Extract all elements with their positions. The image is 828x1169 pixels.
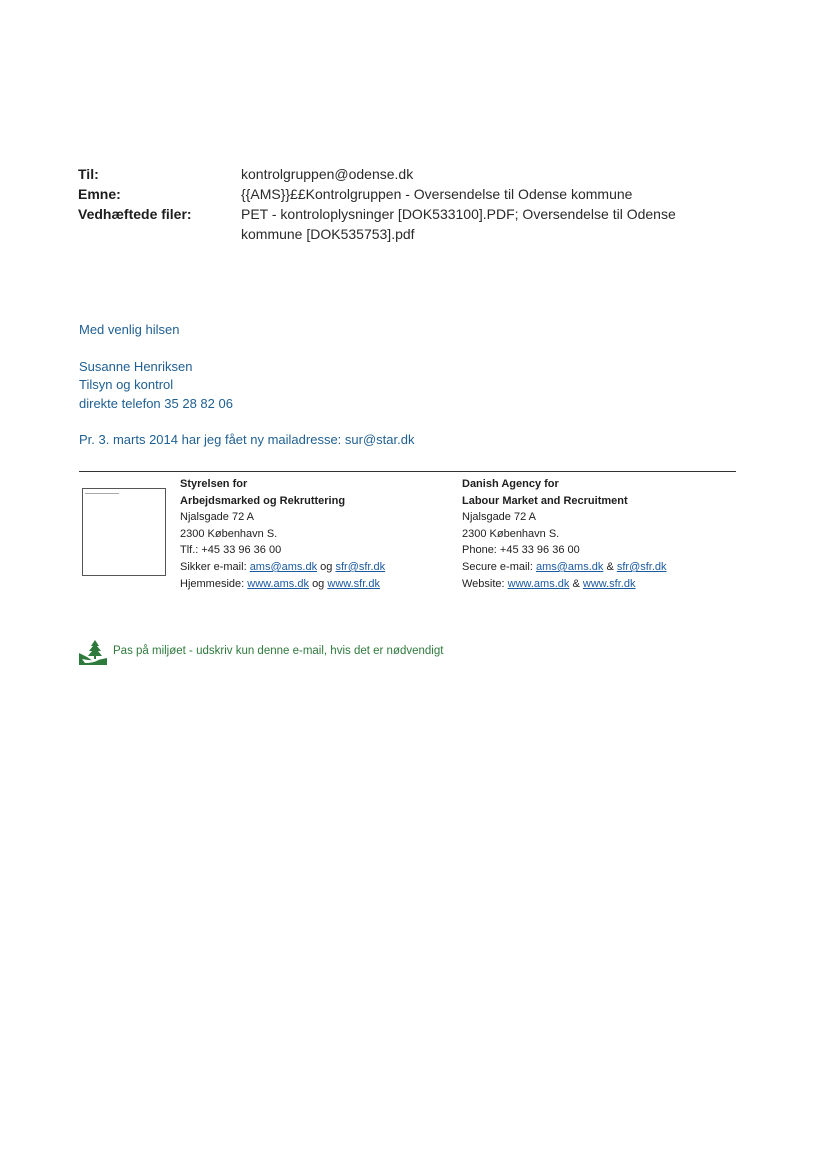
sender-phone: direkte telefon 35 28 82 06 xyxy=(79,396,233,411)
conjunction: & xyxy=(572,577,580,590)
to-label: Til: xyxy=(78,166,99,182)
website-label: Hjemmeside: xyxy=(180,577,245,590)
eco-notice: Pas på miljøet - udskriv kun denne e-mail, hvis det er nødvendigt xyxy=(113,645,444,657)
org-english xyxy=(462,476,667,592)
org-danish xyxy=(180,476,385,592)
email-link-ams[interactable]: ams@ams.dk xyxy=(535,560,604,573)
tree-icon xyxy=(79,639,107,665)
secure-email-label: Secure e-mail: xyxy=(462,560,533,573)
website-label: Website: xyxy=(462,577,505,590)
attachments-value xyxy=(241,204,721,244)
attachments-line-2: kommune [DOK535753].pdf xyxy=(241,226,415,242)
conjunction: og xyxy=(320,560,333,573)
org-english-line2: Labour Market and Recruitment xyxy=(462,494,628,507)
greeting: Med venlig hilsen xyxy=(79,322,180,337)
new-email-notice: Pr. 3. marts 2014 har jeg fået ny mailadresse: sur@star.dk xyxy=(79,432,415,447)
org-danish-line2: Arbejdsmarked og Rekruttering xyxy=(180,494,346,507)
email-link-sfr[interactable]: sfr@sfr.dk xyxy=(616,560,667,573)
org-danish-phone: Tlf.: +45 33 96 36 00 xyxy=(180,544,282,557)
attachments-line-1: PET - kontroloplysninger [DOK533100].PDF; Oversendelse til Odense xyxy=(241,206,676,222)
org-english-street: Njalsgade 72 A xyxy=(462,511,536,524)
sender-department: Tilsyn og kontrol xyxy=(79,377,174,392)
org-danish-secure-email-row xyxy=(180,559,385,576)
divider xyxy=(79,471,736,472)
agency-logo xyxy=(82,488,166,576)
org-english-secure-email-row xyxy=(462,559,667,576)
org-english-city: 2300 København S. xyxy=(462,527,560,540)
org-english-line1: Danish Agency for xyxy=(462,478,559,490)
email-link-sfr[interactable]: sfr@sfr.dk xyxy=(335,560,386,573)
web-link-sfr[interactable]: www.sfr.dk xyxy=(582,577,636,590)
attachments-label: Vedhæftede filer: xyxy=(78,206,192,222)
org-danish-website-row xyxy=(180,576,385,593)
web-link-sfr[interactable]: www.sfr.dk xyxy=(327,577,380,590)
to-value: kontrolgruppen@odense.dk xyxy=(241,166,414,182)
conjunction: og xyxy=(312,577,325,590)
secure-email-label: Sikker e-mail: xyxy=(180,560,247,573)
conjunction: & xyxy=(606,560,614,573)
org-danish-street: Njalsgade 72 A xyxy=(180,511,254,524)
sender-name: Susanne Henriksen xyxy=(79,359,193,374)
org-english-website-row xyxy=(462,576,667,593)
web-link-ams[interactable]: www.ams.dk xyxy=(247,577,309,590)
org-danish-line1: Styrelsen for xyxy=(180,478,248,490)
email-link-ams[interactable]: ams@ams.dk xyxy=(249,560,318,573)
org-english-phone: Phone: +45 33 96 36 00 xyxy=(462,544,580,557)
org-danish-city: 2300 København S. xyxy=(180,527,278,540)
subject-label: Emne: xyxy=(78,186,121,202)
subject-value: {{AMS}}££Kontrolgruppen - Oversendelse til Odense kommune xyxy=(241,186,633,202)
web-link-ams[interactable]: www.ams.dk xyxy=(507,577,570,590)
